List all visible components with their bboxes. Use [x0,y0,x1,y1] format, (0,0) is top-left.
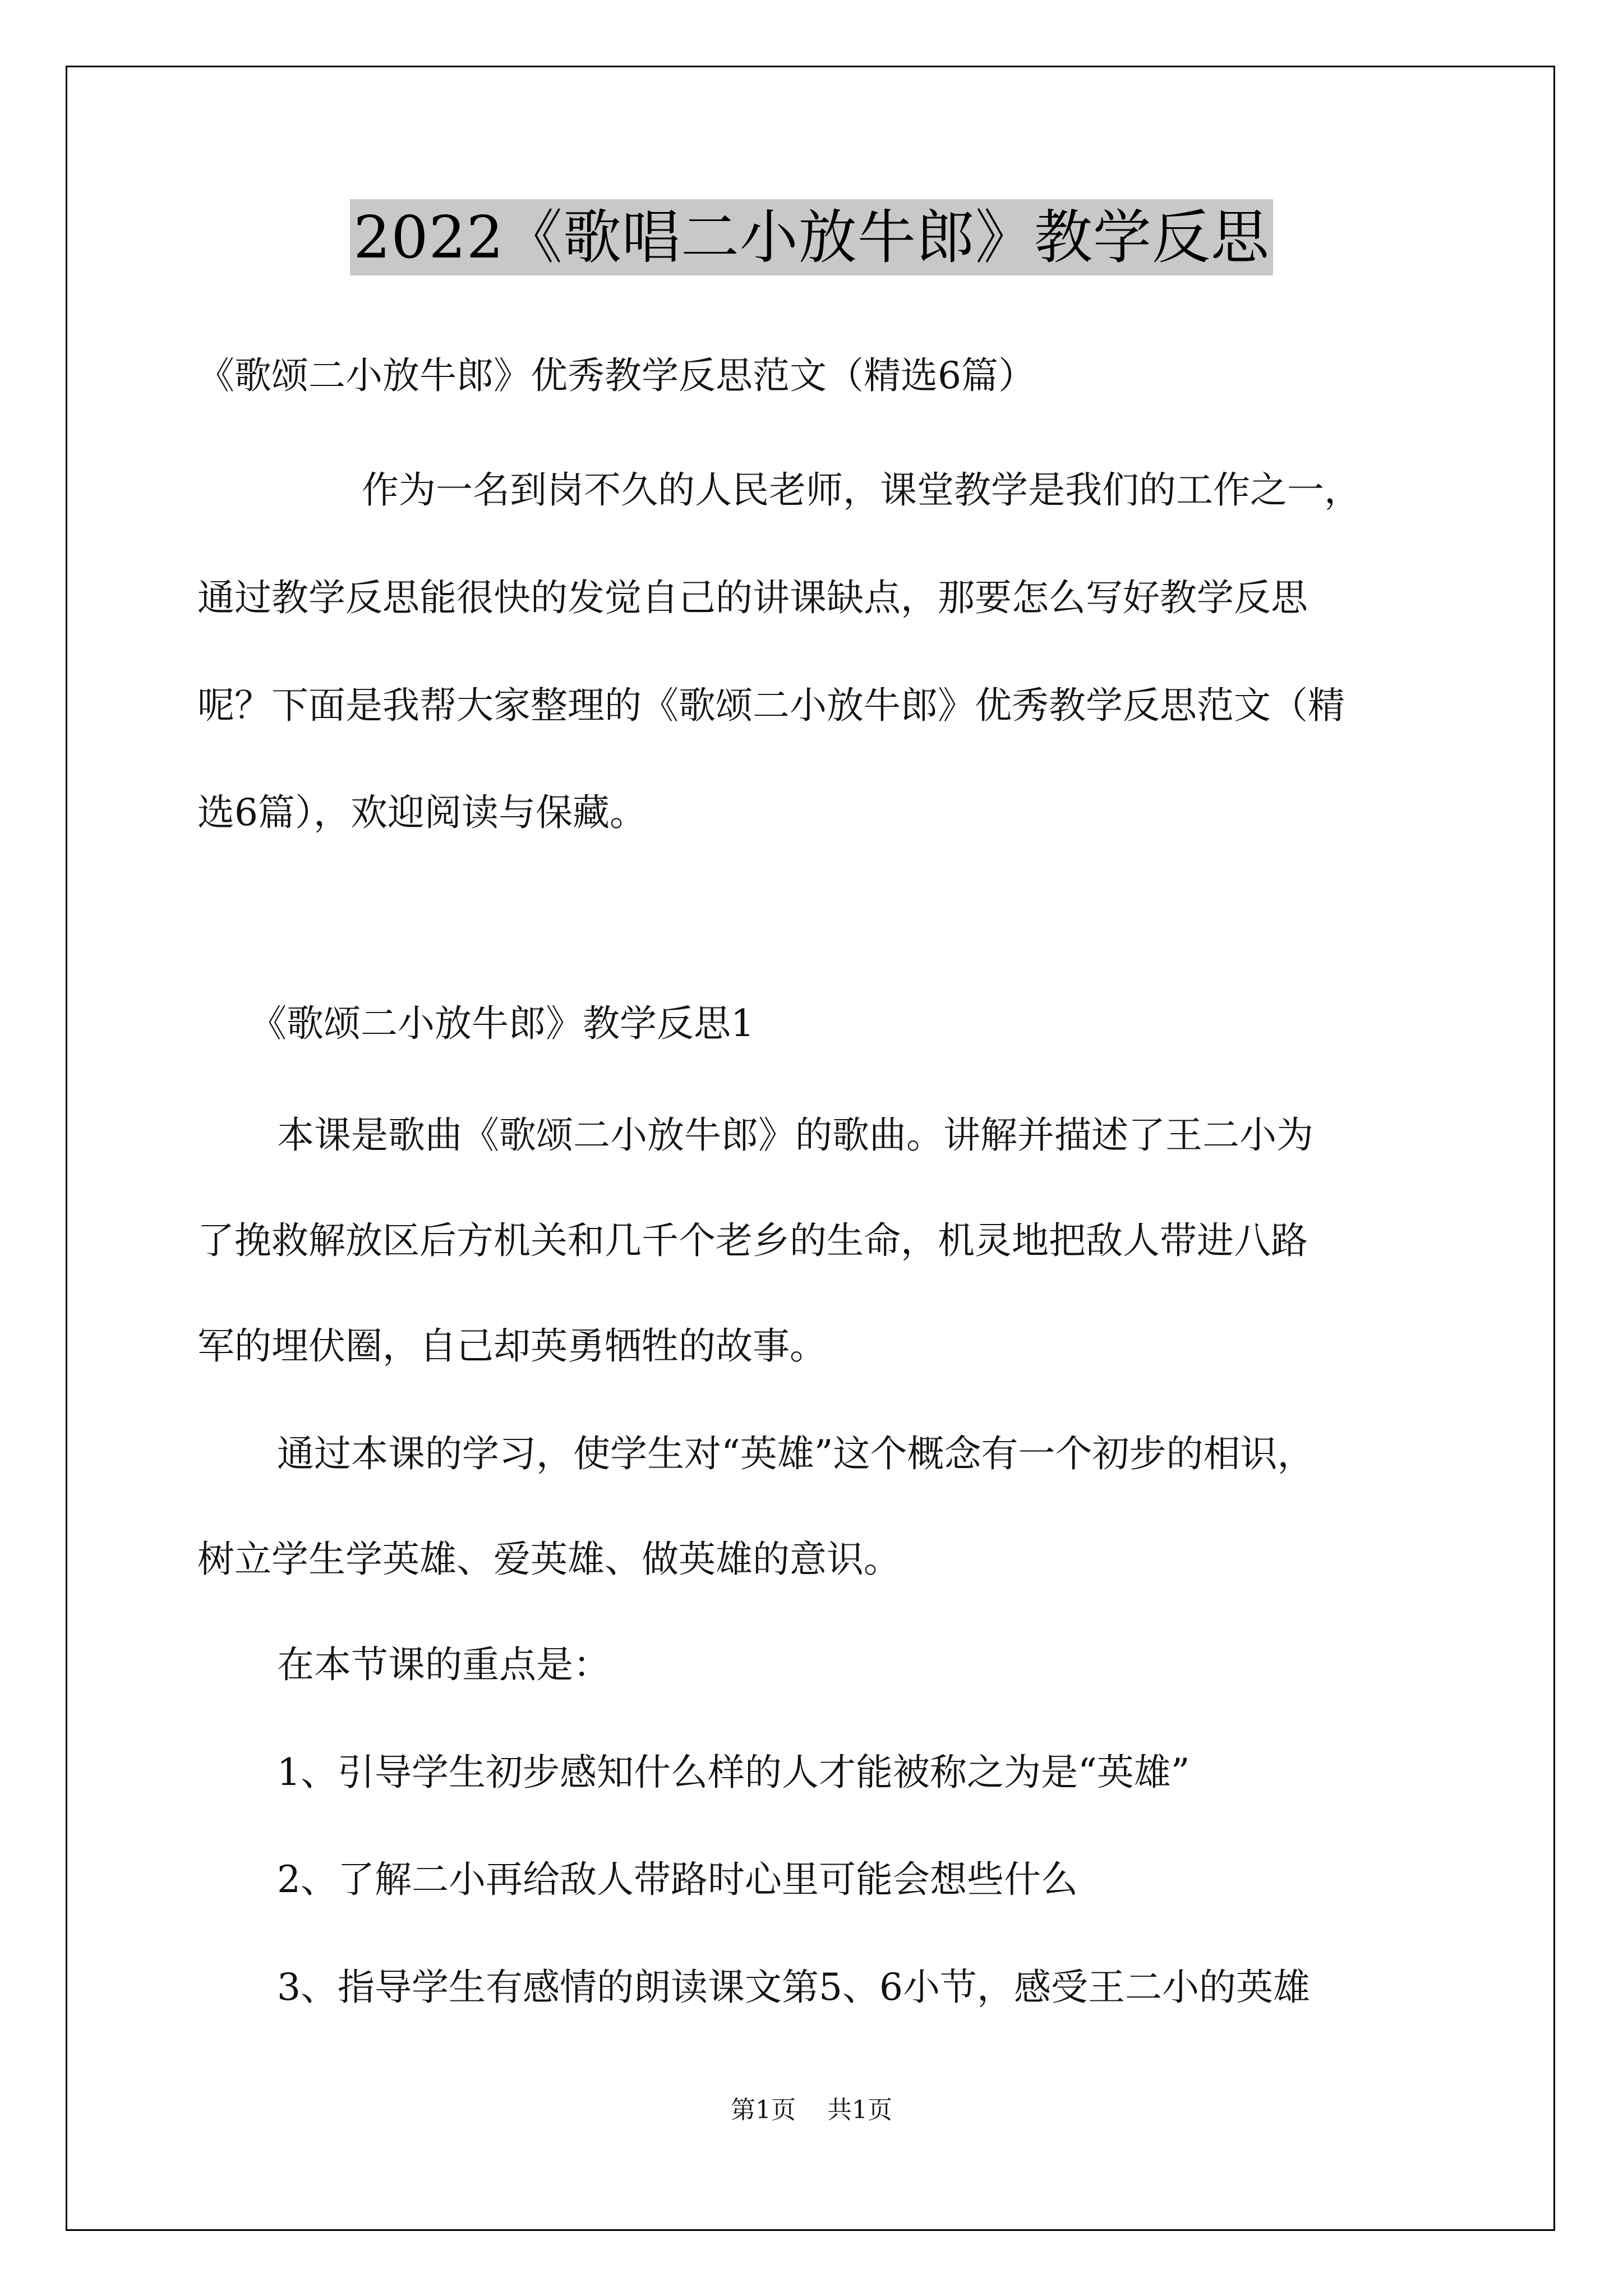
section-heading: 《歌颂二小放牛郎》教学反思1 [250,1002,754,1045]
intro-line-3: 呢？下面是我帮大家整理的《歌颂二小放牛郎》优秀教学反思范文（精 [197,684,1345,727]
para2-line-2: 树立学生学英雄、爱英雄、做英雄的意识。 [197,1538,901,1581]
page-total: 共1页 [827,2096,892,2124]
para1-line-3: 军的埋伏圈，自己却英勇牺牲的故事。 [197,1324,827,1368]
page-footer [0,2093,1623,2127]
intro-line-2: 通过教学反思能很快的发觉自己的讲课缺点，那要怎么写好教学反思 [197,576,1308,619]
intro-line-1: 作为一名到岗不久的人民老师，课堂教学是我们的工作之一， [362,468,1361,512]
title-container [0,199,1623,275]
key-point-1: 1、引导学生初步感知什么样的人才能被称之为是“英雄” [277,1751,1190,1794]
key-points-label: 在本节课的重点是： [277,1643,610,1686]
document-subtitle: 《歌颂二小放牛郎》优秀教学反思范文（精选6篇） [197,354,1035,397]
document-title: 2022《歌唱二小放牛郎》教学反思 [350,199,1273,275]
key-point-3: 3、指导学生有感情的朗读课文第5、6小节，感受王二小的英雄 [277,1966,1310,2009]
para1-line-1: 本课是歌曲《歌颂二小放牛郎》的歌曲。讲解并描述了王二小为 [277,1114,1313,1157]
para2-line-1: 通过本课的学习，使学生对“英雄”这个概念有一个初步的相识， [277,1432,1315,1475]
key-point-2: 2、了解二小再给敌人带路时心里可能会想些什么 [277,1858,1078,1901]
page-number: 第1页 [731,2096,796,2124]
para1-line-2: 了挽救解放区后方机关和几千个老乡的生命，机灵地把敌人带进八路 [197,1219,1308,1262]
intro-line-4: 选6篇），欢迎阅读与保藏。 [197,791,647,834]
